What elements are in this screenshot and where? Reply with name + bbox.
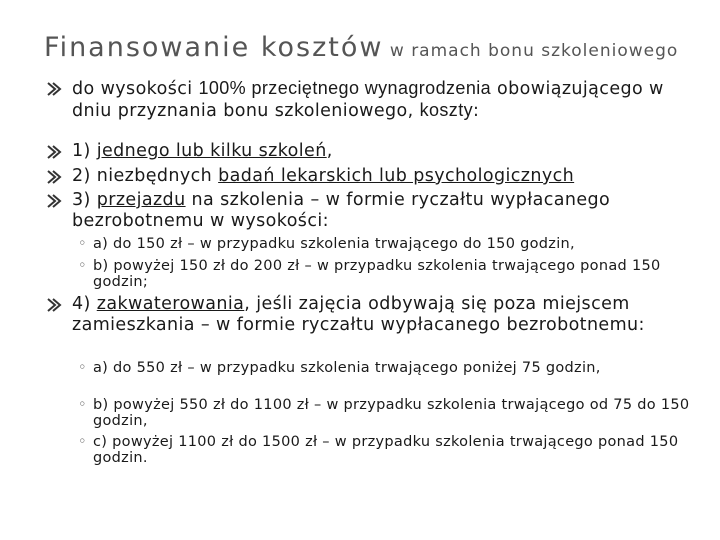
item-pre: do wysokości [72,79,199,99]
item-text [72,294,686,336]
list-item [46,166,686,187]
item-text [72,78,686,122]
arrow-bullet-icon [46,144,62,160]
sub-bullet-icon: ◦ [78,236,87,252]
sub-item [78,258,698,290]
sub-bullet-icon: ◦ [78,434,87,450]
sub-bullet-icon: ◦ [78,397,87,413]
item-link[interactable]: przejazdu [96,190,186,210]
item-text [72,166,686,187]
sub-bullet-icon: ◦ [78,360,87,376]
item-link[interactable]: jednego lub kilku szkoleń [96,141,327,161]
sub-item [78,434,698,466]
item-text [72,190,686,232]
list-item [46,190,686,232]
sub-item-text: a) do 550 zł – w przypadku szkolenia trwającego poniżej 75 godzin, [93,360,601,376]
slide-title [44,32,678,63]
arrow-bullet-icon [46,169,62,185]
sub-item-text: b) powyżej 550 zł do 1100 zł – w przypadku szkolenia trwającego od 75 do 150 godzin, [93,397,690,429]
sub-item [78,360,698,376]
list-item [46,78,686,122]
item-tail: : [473,101,480,121]
item-pre: 2) niezbędnych [72,166,219,186]
item-pre: 1) [72,141,97,161]
item-emph: koszty [419,100,474,120]
arrow-bullet-icon [46,193,62,209]
item-text [72,141,686,162]
sub-item-text: a) do 150 zł – w przypadku szkolenia trwającego do 150 godzin, [93,236,575,252]
item-post: , [326,141,333,161]
title-rest: w ramach bonu szkoleniowego [383,41,679,61]
item-link[interactable]: zakwaterowania [96,294,245,314]
sub-item-text: c) powyżej 1100 zł do 1500 zł – w przypadku szkolenia trwającego ponad 150 godzin. [93,434,679,466]
item-pre: 3) [72,190,97,210]
arrow-bullet-icon [46,81,62,97]
sub-bullet-icon: ◦ [78,258,87,274]
arrow-bullet-icon [46,297,62,313]
title-main: Finansowanie kosztów [44,32,384,63]
sub-item-text: b) powyżej 150 zł do 200 zł – w przypadku szkolenia trwającego ponad 150 godzin; [93,258,661,290]
item-post: obowiązującego w dniu przyznania bonu szkoleniowego, [72,79,664,121]
sub-item [78,397,698,429]
item-post: , jeśli zajęcia odbywają się poza miejscem zamieszkania – w formie ryczałtu wypłacanego bezrobotnemu: [72,294,645,335]
item-highlight: 100% przeciętnego wynagrodzenia [198,78,492,98]
sub-item [78,236,698,252]
list-item [46,294,686,336]
item-pre: 4) [72,294,97,314]
item-link[interactable]: badań lekarskich lub psychologicznych [218,166,575,186]
item-post: na szkolenia – w formie ryczałtu wypłacanego bezrobotnemu w wysokości: [72,190,611,231]
list-item [46,141,686,162]
